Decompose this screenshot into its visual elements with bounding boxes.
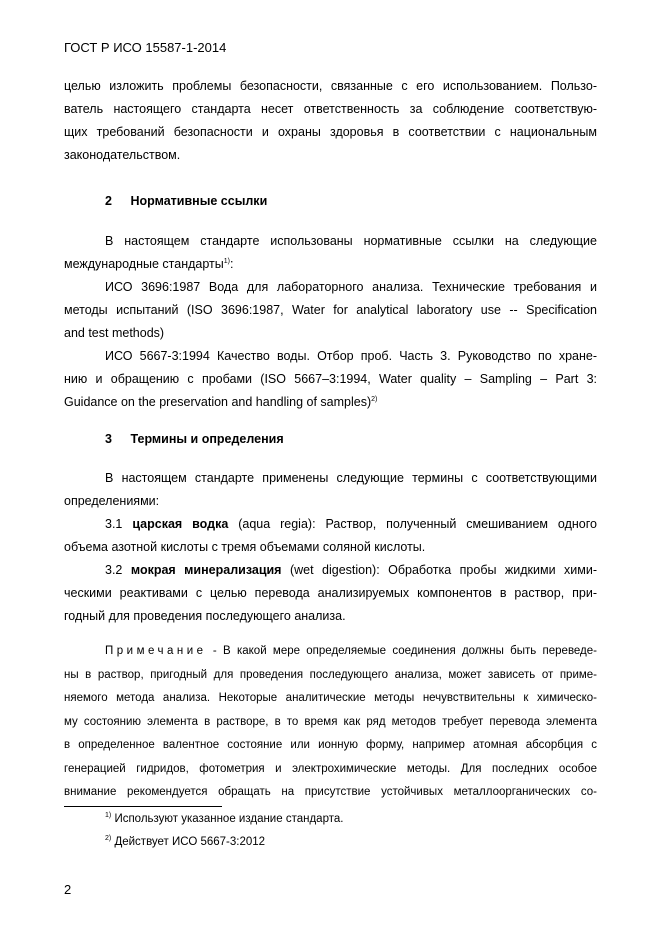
term-name: мокрая минерализация	[130, 563, 282, 577]
intro-paragraph	[64, 75, 597, 167]
text-line: международные стандарты$^{1)}$:	[64, 257, 234, 271]
text-line: целью изложить проблемы безопасности, связанные с его использованием. Пользо-	[64, 79, 597, 93]
section-3-heading	[105, 432, 284, 446]
section-number: 3	[105, 432, 112, 446]
footnote-separator	[64, 806, 222, 807]
page-number: 2	[64, 882, 72, 897]
text-line: законодательством.	[64, 148, 181, 162]
note-block	[64, 640, 597, 805]
term-3-2-line: годный для проведения последующего анализа.	[64, 609, 346, 623]
reference-2-line: ИСО 5667-3:1994 Качество воды. Отбор проб. Часть 3. Руководство по хране-	[105, 349, 597, 363]
document-header: ГОСТ Р ИСО 15587-1-2014	[64, 40, 227, 55]
term-3-2-line: ческими реактивами с целью перевода анализируемых компонентов в раствор, при-	[64, 586, 597, 600]
term-3-2-line: 3.2 мокрая минерализация (wet digestion): Обработка пробы жидкими хими-	[105, 563, 598, 577]
text-line: В настоящем стандарте использованы нормативные ссылки на следующие	[105, 234, 597, 248]
footnote-ref: 2)	[371, 395, 378, 403]
note-label: Примечание	[105, 645, 207, 657]
note-line: Примечание - В какой мере определяемые соединения должны быть переведе-	[105, 645, 597, 657]
footnote-2: $^{2)}$ Действует ИСО 5667-3:2012	[105, 835, 266, 848]
note-line: в определенное валентное состояние или ионную форму, например атомная абсорбция с	[64, 739, 597, 751]
note-line: ны в раствор, пригодный для проведения последующего анализа, может зависеть от приме-	[64, 668, 597, 681]
reference-1-line: and test methods)	[64, 326, 165, 340]
section-3-body	[64, 467, 597, 628]
section-title: Нормативные ссылки	[130, 194, 268, 208]
footnote-1: $^{1)}$ Используют указанное издание стандарта.	[105, 812, 344, 825]
reference-2-line: нию и обращению с пробами (ISO 5667–3:1994, Water quality – Sampling – Part 3:	[64, 372, 597, 386]
text-line: В настоящем стандарте применены следующие термины с соответствующими	[105, 471, 597, 485]
note-line: му состоянию элемента в растворе, в то время как ряд методов требует перевода элемента	[64, 715, 597, 728]
reference-1-line: ИСО 3696:1987 Вода для лабораторного анализа. Технические требования и	[105, 280, 597, 294]
term-3-1-line: объема азотной кислоты с тремя объемами соляной кислоты.	[64, 540, 426, 554]
text-line: ватель настоящего стандарта несет ответственность за соблюдение соответствую-	[64, 102, 597, 116]
text-line: щих требований безопасности и охраны здоровья в соответствии с национальным	[64, 125, 597, 139]
section-2-body	[64, 230, 597, 414]
section-title: Термины и определения	[130, 432, 284, 446]
term-3-1-line: 3.1 царская водка (aqua regia): Раствор, полученный смешиванием одного	[105, 517, 597, 531]
note-line: генерацией гидридов, фотометрия и электрохимические методы. Для последних особое	[64, 762, 597, 775]
reference-2-line: Guidance on the preservation and handling of samples)$^{2)}$	[64, 395, 378, 409]
note-line: внимание рекомендуется обращать на присутствие устойчивых металлоорганических со-	[64, 786, 597, 798]
footnote-ref: 1)	[223, 257, 230, 265]
section-2-heading	[105, 194, 267, 208]
term-name: царская водка	[132, 517, 229, 531]
note-line: няемого метода анализа. Некоторые аналитические методы нечувствительны к химическо-	[64, 692, 597, 704]
reference-1-line: методы испытаний (ISO 3696:1987, Water for analytical laboratory use -- Specification	[64, 303, 597, 317]
section-number: 2	[105, 194, 112, 208]
text-line: определениями:	[64, 494, 160, 508]
